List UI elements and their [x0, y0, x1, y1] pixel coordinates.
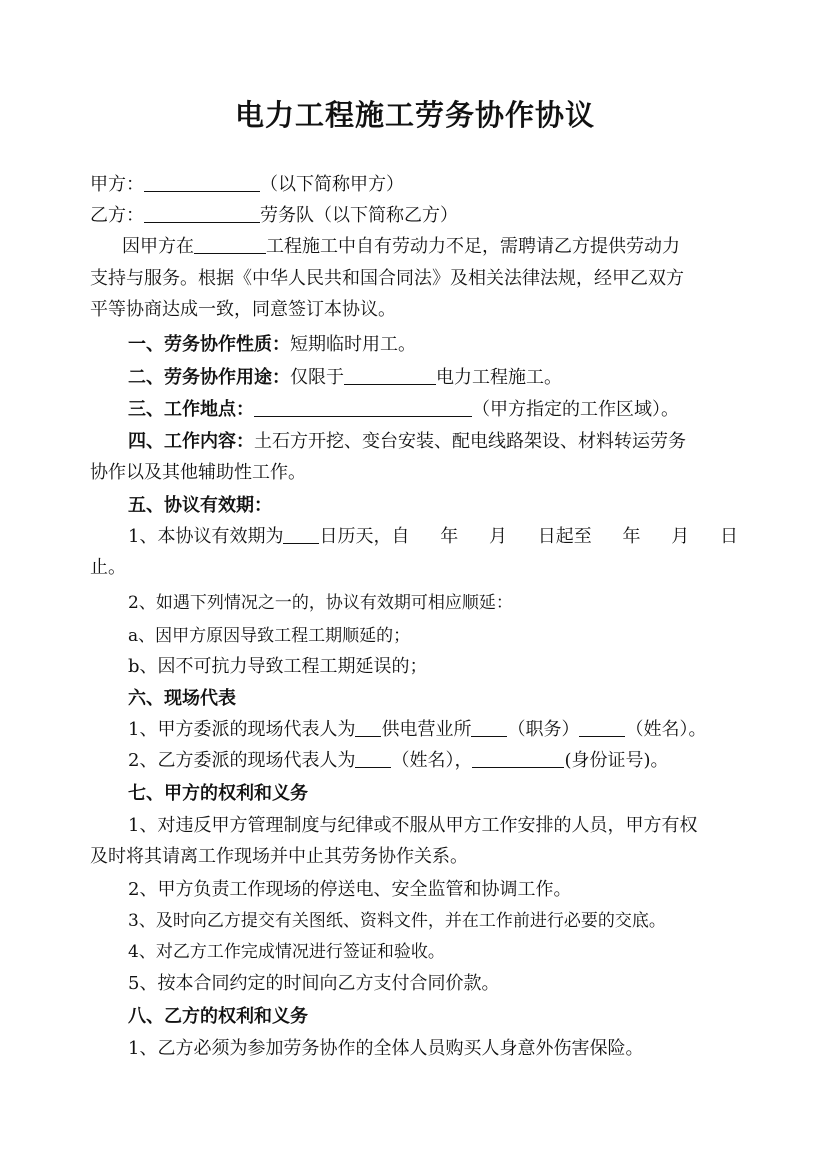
validity-line: [128, 525, 738, 549]
days-blank: [283, 525, 319, 544]
party-b-blank: [144, 204, 260, 223]
extension-item-b: b、因不可抗力导致工程工期延误的；: [128, 656, 428, 677]
section-7-heading-text: 七、甲方的权利和义务: [128, 783, 308, 804]
section-1-body: 短期临时用工。: [290, 334, 416, 355]
rep-b-line: [128, 749, 669, 773]
start-day-label: 日起至: [537, 526, 592, 547]
intro-line-3: 平等协商达成一致，同意签订本协议。: [90, 299, 396, 320]
section-4-heading: 四、工作内容：: [128, 431, 254, 452]
party-a-blank: [144, 173, 260, 192]
end-month-label: 月: [671, 526, 690, 547]
party-b-suffix: 劳务队（以下简称乙方）: [260, 205, 458, 226]
section-5-heading-text: 五、协议有效期：: [128, 495, 272, 516]
rep-a-line: [128, 718, 706, 742]
section-7-item-1: 1、对违反甲方管理制度与纪律或不服从甲方工作安排的人员，甲方有权: [128, 815, 698, 836]
start-month-label: 月: [488, 526, 507, 547]
extension-item-a: a、因甲方原因导致工程工期顺延的；: [128, 626, 411, 646]
intro-text-1b: 工程施工中自有劳动力不足，需聘请乙方提供劳动力: [266, 236, 680, 257]
validity-prefix: 1、本协议有效期为: [128, 526, 284, 547]
rep-a-name-label: （姓名）。: [625, 719, 707, 740]
start-year-label: 年: [440, 526, 459, 547]
rep-a-position: （职务）: [507, 719, 580, 740]
document-title: 电力工程施工劳务协作协议: [234, 98, 595, 132]
section-7-item-4: 4、对乙方工作完成情况进行签证和验收。: [128, 942, 445, 962]
intro-line-2: 支持与服务。根据《中华人民共和国合同法》及相关法律法规，经甲乙双方: [90, 268, 684, 289]
section-1: [128, 333, 416, 357]
section-2-heading: 二、劳务协作用途：: [128, 367, 290, 388]
section-4-cont: 协作以及其他辅助性工作。: [90, 462, 306, 483]
section-7-item-3: 3、及时向乙方提交有关图纸、资料文件，并在工作前进行必要的交底。: [128, 911, 666, 931]
rep-b-text: 2、乙方委派的现场代表人为: [128, 750, 356, 771]
section-8-heading: [128, 1005, 308, 1029]
section-2-body-a: 仅限于: [290, 367, 344, 388]
section-6-heading-text: 六、现场代表: [128, 688, 236, 709]
project-name-blank: [194, 235, 266, 254]
section-4: [128, 430, 686, 454]
validity-days-label: 日历天，自: [319, 526, 410, 547]
intro-line-1: [122, 235, 680, 259]
rep-b-id-label: (身份证号)。: [564, 750, 669, 771]
intro-text-1a: 因甲方在: [122, 236, 194, 257]
section-2-body-b: 电力工程施工。: [436, 367, 562, 388]
party-a-label: 甲方：: [90, 174, 144, 195]
party-a-line: [90, 173, 404, 197]
end-day-label: 日: [719, 526, 738, 547]
section-7-item-2: 2、甲方负责工作现场的停送电、安全监管和协调工作。: [128, 879, 572, 900]
section-8-heading-text: 八、乙方的权利和义务: [128, 1006, 308, 1027]
rep-a-text: 1、甲方委派的现场代表人为: [128, 719, 356, 740]
validity-text-0: [128, 525, 409, 549]
validity-end: 止。: [90, 557, 126, 578]
party-b-label: 乙方：: [90, 205, 144, 226]
section-1-heading: 一、劳务协作性质：: [128, 334, 290, 355]
section-4-body: 土石方开挖、变台安装、配电线路架设、材料转运劳务: [254, 431, 686, 452]
rep-a-blank-1: [355, 718, 381, 737]
section-2: [128, 366, 562, 390]
section-3-heading: 三、工作地点：: [128, 399, 254, 420]
rep-a-blank-2: [471, 718, 507, 737]
rep-b-name-label: （姓名），: [391, 750, 473, 771]
work-location-blank: [254, 398, 472, 417]
section-8-item-1: 1、乙方必须为参加劳务协作的全体人员购买人身意外伤害保险。: [128, 1038, 644, 1059]
rep-a-name-blank: [579, 718, 625, 737]
rep-a-unit: 供电营业所: [381, 719, 472, 740]
party-b-line: [90, 204, 458, 228]
section-5-heading: [128, 494, 272, 518]
section-6-heading: [128, 687, 236, 711]
section-7-heading: [128, 782, 308, 806]
rep-b-id-blank: [472, 749, 564, 768]
party-a-suffix: （以下简称甲方）: [260, 174, 404, 195]
section-7-item-5: 5、按本合同约定的时间向乙方支付合同价款。: [128, 973, 500, 994]
section-2-blank: [344, 366, 436, 385]
end-year-label: 年: [622, 526, 641, 547]
section-3-body: （甲方指定的工作区域）。: [472, 399, 679, 420]
extension-clause: 2、如遇下列情况之一的，协议有效期可相应顺延：: [128, 593, 513, 613]
section-3: [128, 398, 679, 422]
section-7-item-1-cont: 及时将其请离工作现场并中止其劳务协作关系。: [90, 846, 468, 867]
rep-b-name-blank: [355, 749, 391, 768]
